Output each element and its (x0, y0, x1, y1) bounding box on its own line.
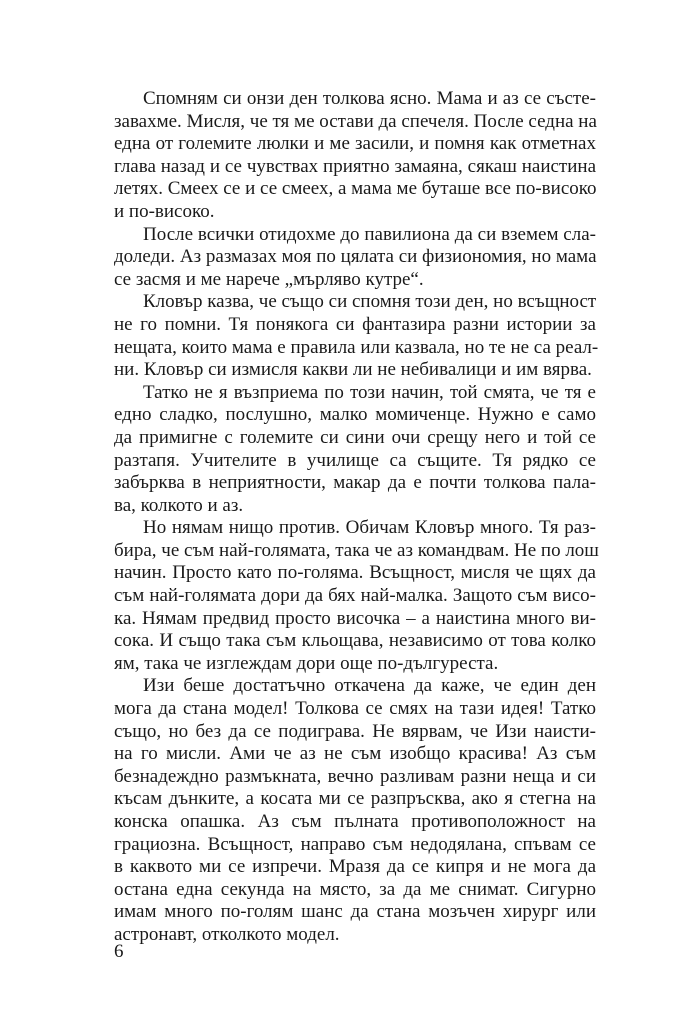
text-line: Но нямам нищо против. Обичам Кловър много. Тя раз- (143, 517, 596, 539)
text-line: в каквото ми се изпречи. Мразя да се кипря и не мога да (114, 856, 596, 878)
text-line: ни. Кловър си измисля какви ли не небивалици и им вярва. (114, 359, 592, 381)
text-line: разтапя. Учителите в училище са същите. Тя рядко се (114, 449, 596, 471)
paragraph-2 (114, 224, 596, 292)
text-line: не го помни. Тя понякога си фантазира разни истории за (114, 313, 596, 335)
text-line: късам дънките, а косата ми се разпръсква, ако я стегна на (114, 788, 596, 810)
text-line: ям, така че изглеждам дори още по-дългуреста. (114, 652, 499, 674)
text-line: конска опашка. Аз съм пълната противоположност на (114, 811, 596, 832)
text-line: глава назад и се чувствах приятно замаяна, сякаш наистина (114, 155, 596, 177)
paragraph-5 (114, 517, 599, 675)
text-line: сока. И също така съм кльощава, независимо от това колко (114, 630, 596, 652)
text-line: също, но без да се подиграва. Не вярвам, че Изи наисти- (114, 720, 596, 742)
text-line: бира, че съм най-голямата, така че аз командвам. Не по лош (114, 539, 599, 561)
text-line: ка. Нямам предвид просто височка – а наистина много ви- (114, 607, 596, 629)
text-line: астронавт, отколкото модел. (114, 923, 340, 945)
paragraph-1 (114, 88, 596, 224)
page-body (114, 88, 599, 947)
text-line: Изи беше достатъчно откачена да каже, че един ден (143, 675, 596, 697)
text-line: мога да стана модел! Толкова се смях на тази идея! Татко (114, 698, 596, 720)
text-line: една от големите люлки и ме засили, и помня как отметнах (114, 133, 596, 155)
text-line: имам много по-голям шанс да стана мозъчен хирург или (114, 901, 596, 923)
text-line: Кловър казва, че също си спомня този ден, но всъщност (143, 291, 597, 313)
text-line: забърква в неприятности, макар да е почти толкова пала- (114, 472, 596, 494)
text-line: летях. Смеех се и се смеех, а мама ме буташе все по-високо (114, 178, 597, 200)
text-line: на го мисли. Ами че аз не съм изобщо красива! Аз съм (114, 743, 596, 765)
text-line: ва, колкото и аз. (114, 494, 244, 516)
text-line: съм най-голямата дори да бях най-малка. Защото съм висо- (114, 585, 596, 607)
text-line: Спомням си онзи ден толкова ясно. Мама и аз се състе- (143, 88, 596, 109)
text-line: да примигне с големите си сини очи срещу него и той се (114, 426, 596, 448)
text-line: После всички отидохме до павилиона да си вземем сла- (143, 223, 596, 245)
text-line: нещата, които мама е правила или казвала, но те не са реал- (114, 336, 599, 358)
paragraph-6 (114, 675, 596, 946)
text-line: безнадеждно размъкната, вечно разливам разни неща и си (114, 765, 596, 787)
text-line: Татко не я възприема по този начин, той смята, че тя е (143, 381, 596, 403)
text-line: начин. Просто като по-голяма. Всъщност, мисля че щях да (114, 562, 596, 584)
text-line: се засмя и ме нарече „мърляво кутре“. (114, 268, 424, 290)
paragraph-4 (114, 382, 596, 518)
paragraph-3 (114, 291, 599, 381)
text-line: едно сладко, послушно, малко момиченце. Нужно е само (114, 404, 596, 426)
text-line: и по-високо. (114, 200, 215, 222)
text-line: завахме. Мисля, че тя ме остави да спечеля. После седна на (114, 110, 597, 132)
page-number: 6 (114, 941, 124, 962)
text-line: грациозна. Всъщност, направо съм недодялана, спъвам се (114, 833, 596, 855)
text-line: доледи. Аз размазах моя по цялата си физиономия, но мама (114, 246, 597, 268)
text-line: остана една секунда на място, за да ме снимат. Сигурно (114, 878, 596, 900)
